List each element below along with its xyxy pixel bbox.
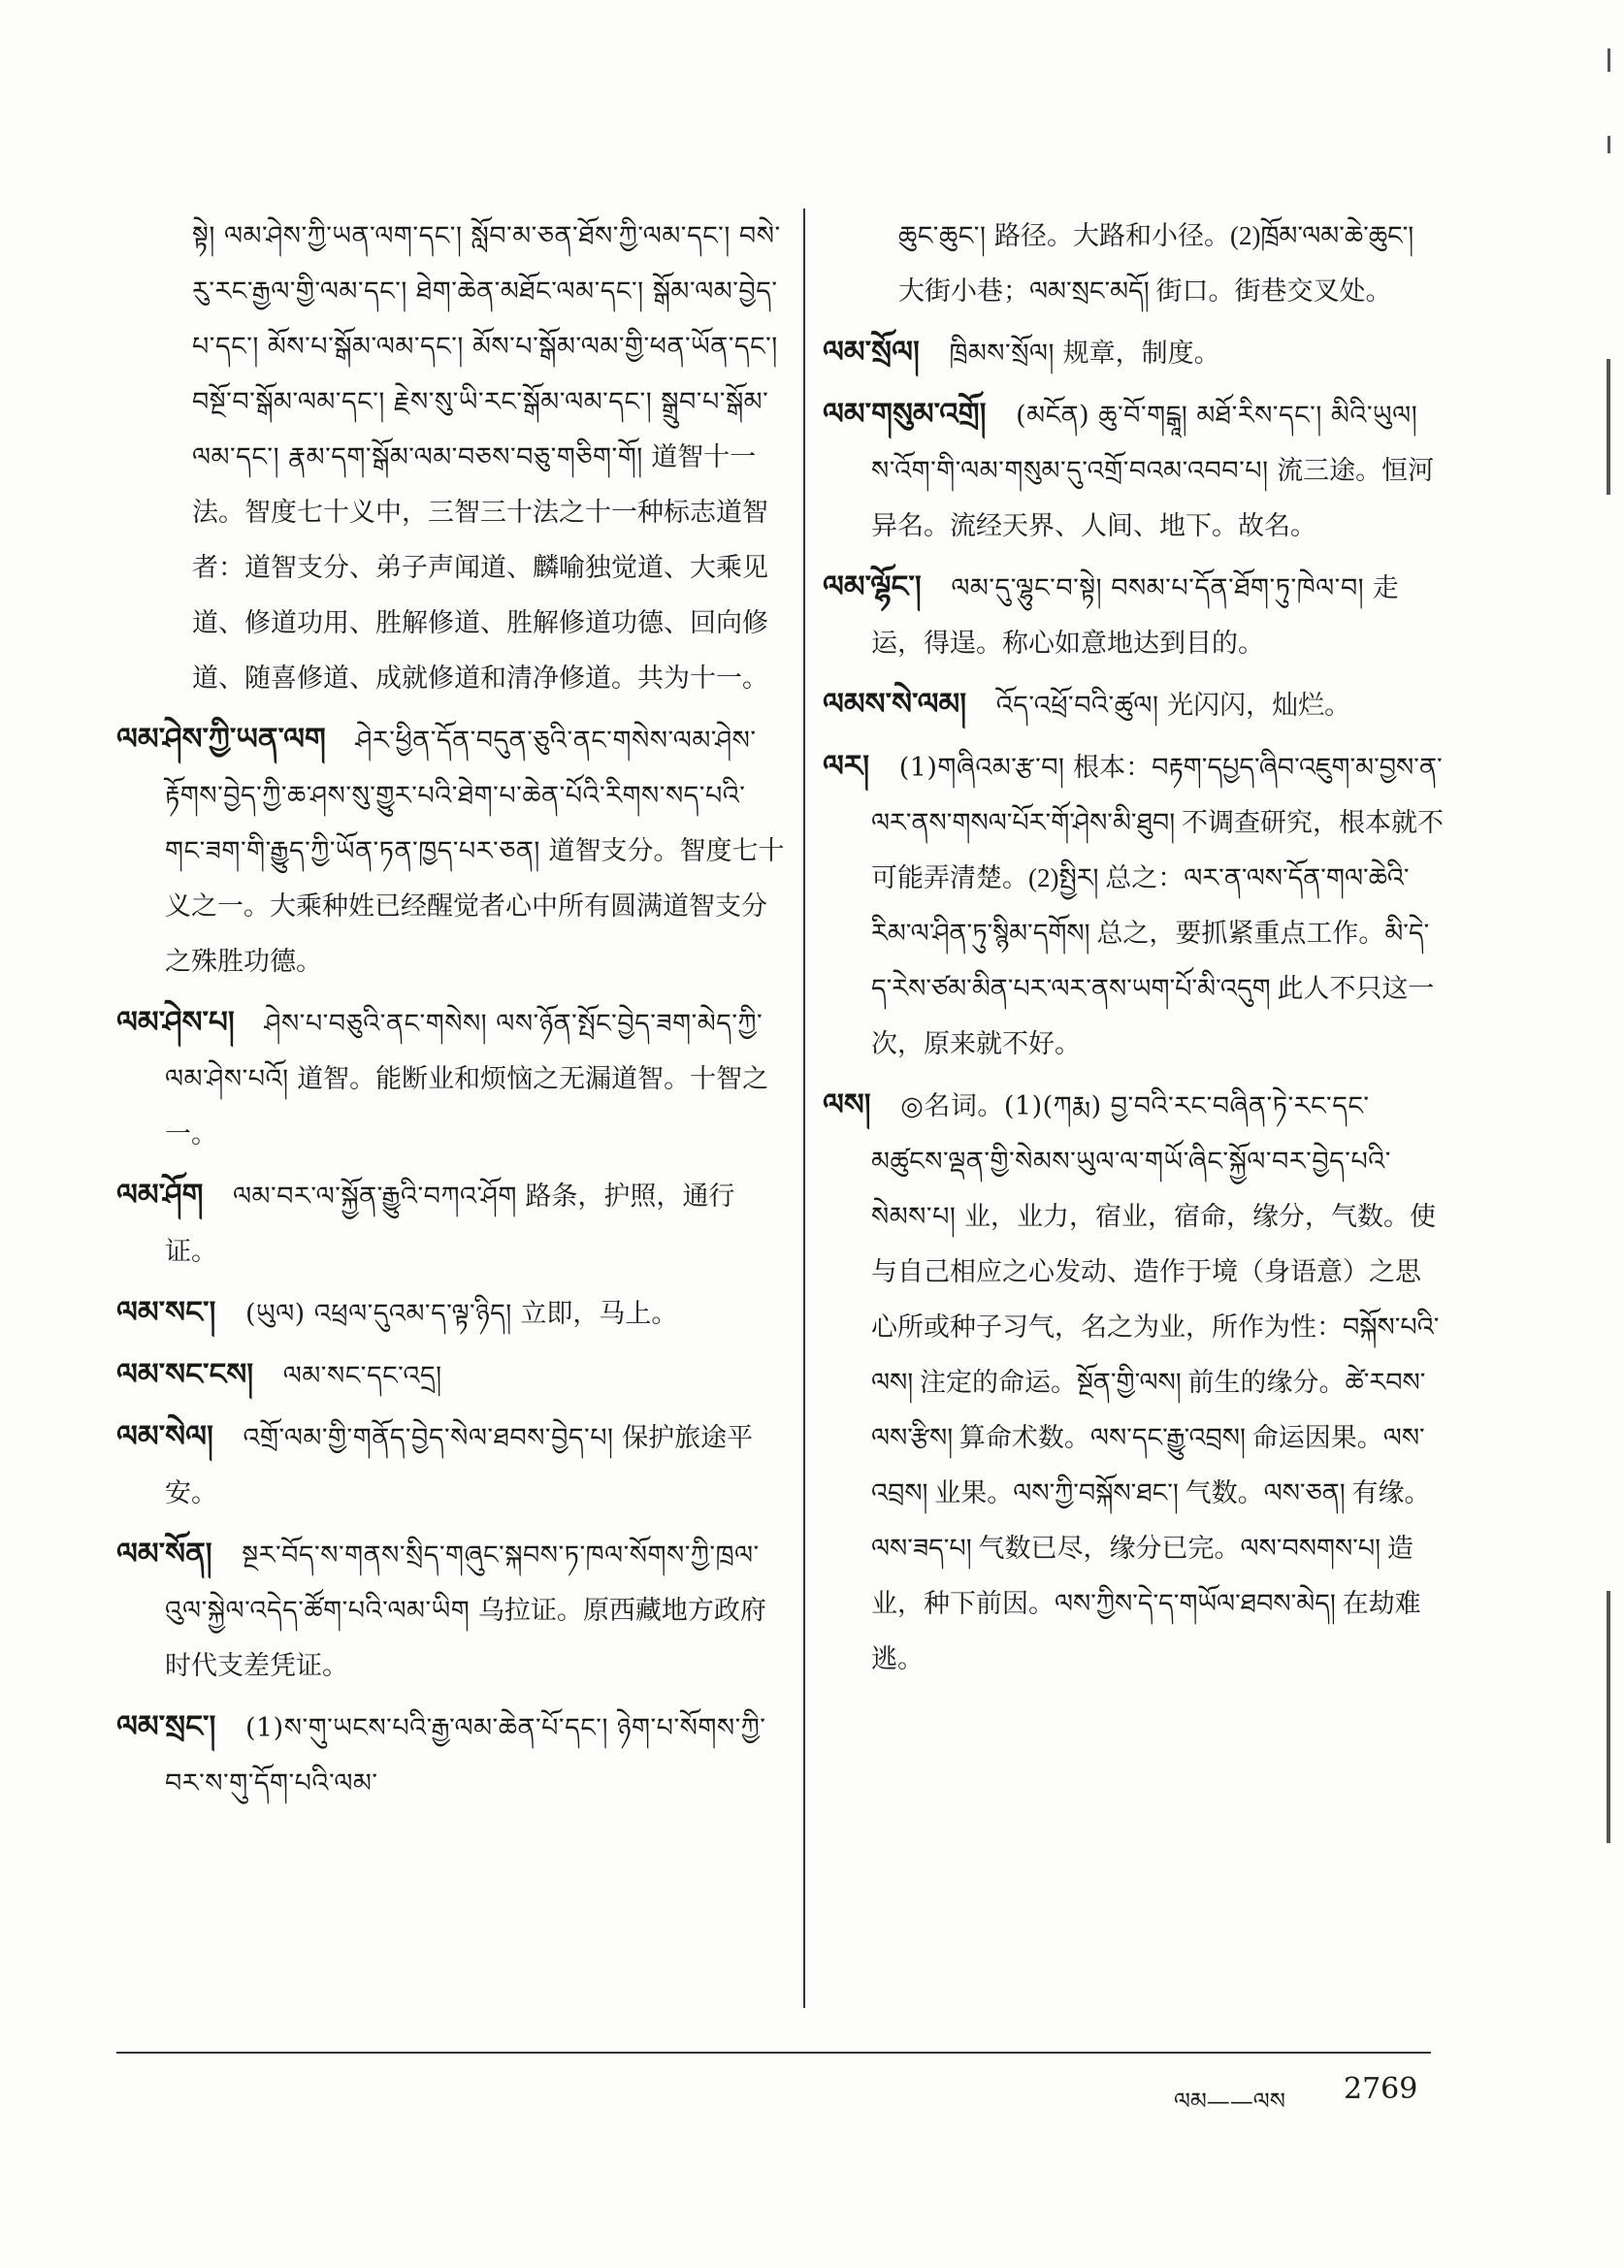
- page-number: 2769: [1344, 2072, 1418, 2106]
- entry-headword: ལས།: [823, 1087, 871, 1122]
- entry-tibetan: ཤེས་པ་བཅུའི་ནང་གསེས། ལས་ཉོན་སྤོང་བྱེད་ཟག་མེད་ཀྱི་ལམ་ཤེས་པའོ།: [165, 1009, 763, 1094]
- entry-tibetan: སྔར་བོད་ས་གནས་སྲིད་གཞུང་སྐབས་ཏ་ཁལ་སོགས་ཀྱི་ཁྲལ་འུལ་སྐྱེལ་འདེད་ཚོག་པའི་ལམ་ཡིག: [165, 1540, 760, 1626]
- dictionary-entry: [823, 1078, 1444, 1687]
- dictionary-entry: [116, 1409, 786, 1521]
- entry-tibetan: སྟེ། ལམ་ཤེས་ཀྱི་ཡན་ལག་དང་། སློབ་མ་ཅན་ཐོས་ཀྱི་ལམ་དང་། བསེ་རུ་རང་རྒྱལ་གྱི་ལམ་དང་། ཐེག་ཆེན་མཐོང་ལམ་དང་། སྒོམ་ལམ་བྱེད་པ་དང་། མོས་པ་སྒོམ་ལམ་དང་། མོས་པ་སྒོམ་ལམ་གྱི་ཕན་ཡོན་དང་། བསྔོ་བ་སྒོམ་ལམ་དང་། རྗེས་སུ་ཡི་རང་སྒོམ་ལམ་དང་། སྒྲུབ་པ་སྒོམ་ལམ་དང་། རྣམ་དག་སྒོམ་ལམ་བཅས་བཅུ་གཅིག་གོ།: [192, 221, 781, 472]
- entry-tibetan: འགྲོ་ལམ་གྱི་གནོད་བྱེད་སེལ་ཐབས་བྱེད་པ།: [243, 1423, 614, 1453]
- entry-tibetan: ཤེར་ཕྱིན་དོན་བདུན་ཅུའི་ནང་གསེས་ལམ་ཤེས་རྟོགས་བྱེད་ཀྱི་ཆ་ཤས་སུ་གྱུར་པའི་ཐེག་པ་ཆེན་པོའི་རིགས་སད་པའི་གང་ཟག་གི་རྒྱུད་ཀྱི་ཡོན་ཏན་ཁྱད་པར་ཅན།: [165, 726, 757, 866]
- entry-headword: ལམ་སང་ངས།: [116, 1357, 254, 1392]
- entry-tibetan: ལམ་བར་ལ་སྐྱོན་རྒྱུའི་བཀའ་ཤོག: [233, 1182, 517, 1212]
- entry-headword: ལམ་སྲོལ།: [823, 335, 920, 370]
- left-column: [116, 209, 786, 1817]
- dictionary-entry: [823, 387, 1444, 554]
- dictionary-entry: [823, 739, 1444, 1072]
- dictionary-entry: [116, 1527, 786, 1694]
- entry-headword: ལམ་ལྷོང་།: [823, 569, 922, 604]
- entry-headword: ལམ་སོན།: [116, 1537, 212, 1571]
- dictionary-entry: [823, 560, 1444, 671]
- entry-chinese: 流三途。恒河异名。流经天界、人间、地下。故名。: [871, 456, 1435, 540]
- entry-tibetan: (1)ས་གུ་ཡངས་པའི་རྒྱ་ལམ་ཆེན་པོ་དང་། ཉེག་པ་སོགས་ཀྱི་བར་ས་གུ་དོག་པའི་ལམ་: [165, 1713, 766, 1798]
- entry-chinese: 业，业力，宿业，宿命，缘分，气数。使与自己相应之心发动、造作于境（身语意）之思心所或种子习气，名之为业，所作为性：བསྐོས་པའི་ལས། 注定的命运。སྔོན་གྱི་ལས། 前生的缘分。ཚེ་རབས་ལས་རྩིས། 算命术数。ལས་དང་རྒྱུ་འབྲས། 命运因果。ལས་འབྲས། 业果。ལས་ཀྱི་བསྐོས་ཐང་། 气数。ལས་ཅན། 有缘。ལས་ཟད་པ། 气数已尽，缘分已完。ལས་བསགས་པ། 造业，种下前因。ལས་ཀྱིས་དེ་ད་གཡོལ་ཐབས་མེད། 在劫难逃。: [871, 1202, 1440, 1673]
- entry-tibetan: (ཡུལ) འཕྲལ་དུའམ་ད་ལྟ་ཉིད།: [244, 1299, 512, 1329]
- entry-tibetan: ལམ་དུ་ལྷུང་བ་སྟེ། བསམ་པ་དོན་ཐོག་ཏུ་ཁེལ་བ།: [951, 573, 1365, 603]
- entry-chinese: 走运，得逞。称心如意地达到目的。: [871, 573, 1399, 658]
- right-column: [823, 209, 1444, 1693]
- entry-chinese: 道智十一法。智度七十义中，三智三十法之十一种标志道智者：道智支分、弟子声闻道、麟喻独觉道、大乘见道、修道功用、胜解修道、胜解修道功德、回向修道、随喜修道、成就修道和清净修道。共为十一。: [192, 442, 768, 693]
- entry-chinese: 道智支分。智度七十义之一。大乘种姓已经醒觉者心中所有圆满道智支分之殊胜功德。: [165, 836, 785, 976]
- dictionary-entry: [116, 209, 786, 706]
- dictionary-entry: [823, 209, 1444, 319]
- entry-tibetan: (1)གཞིའམ་རྩ་བ།: [898, 753, 1065, 783]
- entry-tibetan: ཆུང་ཆུང་།: [898, 221, 987, 251]
- entry-tibetan: འོད་འཕྲོ་བའི་ཚུལ།: [995, 691, 1159, 721]
- dictionary-entry: [116, 712, 786, 989]
- entry-tibetan: (མངོན) ཆུ་བོ་གངྒཱ། མཐོ་རིས་དང་། མིའི་ཡུལ། ས་འོག་གི་ལམ་གསུམ་དུ་འགྲོ་བའམ་འབབ་པ།: [871, 401, 1418, 486]
- entry-chinese: 路径。大路和小径。(2)ཁྲོམ་ལམ་ཆེ་ཆུང་། 大街小巷；ལམ་སྲང་མདོ། 街口。街巷交叉处。: [898, 221, 1414, 306]
- dictionary-entry: [116, 1347, 786, 1404]
- entry-headword: ལམ་སེལ།: [116, 1419, 213, 1454]
- dictionary-entry: [116, 1285, 786, 1342]
- entry-chinese: 路条，护照，通行证。: [165, 1182, 735, 1266]
- entry-headword: ལམ་ཤོག: [116, 1178, 204, 1213]
- entry-headword: ལམ་ཤེས་པ།: [116, 1005, 235, 1040]
- margin-mark: [1607, 359, 1610, 495]
- dictionary-entry: [116, 1168, 786, 1280]
- entry-headword: ལམ་གསུམ་འགྲོ།: [823, 397, 987, 432]
- dictionary-entry: [823, 325, 1444, 381]
- entry-tibetan: ཁྲིམས་སྲོལ།: [949, 339, 1055, 369]
- margin-mark: [1608, 49, 1610, 72]
- entry-headword: ལམ་ཤེས་ཀྱི་ཡན་ལག: [116, 722, 326, 757]
- dictionary-entry: [823, 677, 1444, 733]
- entry-chinese: 道智。能断业和烦恼之无漏道智。十智之一。: [165, 1064, 769, 1149]
- entry-chinese: 规章，制度。: [1062, 339, 1220, 368]
- entry-tibetan: ལམ་སང་དང་འདྲ།: [282, 1361, 442, 1391]
- dictionary-entry: [116, 995, 786, 1162]
- entry-headword: ལར།: [823, 749, 870, 784]
- dictionary-entry: [116, 1700, 786, 1811]
- entry-chinese: 保护旅途平安。: [165, 1423, 754, 1507]
- entry-tibetan: ◎名词。(1)(ཀརྨ) བྱ་བའི་རང་བཞིན་ཏེ་རང་དང་མཚུངས་ལྡན་གྱི་སེམས་ཡུལ་ལ་གཡོ་ཞིང་སྐྱོལ་བར་བྱེད་པའི་སེམས་པ།: [871, 1091, 1391, 1232]
- margin-mark: [1607, 1591, 1610, 1843]
- margin-mark: [1608, 136, 1610, 153]
- entry-chinese: 乌拉证。原西藏地方政府时代支差凭证。: [165, 1596, 766, 1680]
- entry-headword: ལམ་སྲང་།: [116, 1709, 216, 1744]
- entry-chinese: 立即，马上。: [520, 1299, 678, 1328]
- running-head: ལམ——ལས: [1174, 2088, 1285, 2115]
- column-divider: [803, 209, 805, 2008]
- entry-chinese: 光闪闪，灿烂。: [1167, 691, 1351, 720]
- entry-chinese: 根本：བརྟག་དཔྱད་ཞིབ་འཇུག་མ་བྱས་ན་ལར་ནས་གསལ་པོར་གོ་ཤེས་མི་ཐུབ། 不调查研究，根本就不可能弄清楚。(2)སྤྱིར། 总之：ལར་ན་ལས་དོན་གལ་ཆེའི་རིམ་ལ་ཤིན་ཏུ་སྙིམ་དགོས། 总之，要抓紧重点工作。མི་དེ་ད་རེས་ཙམ་མིན་པར་ལར་ནས་ཡག་པོ་མི་འདུག 此人不只这一次，原来就不好。: [871, 753, 1444, 1058]
- entry-headword: ལམས་སེ་ལམ།: [823, 687, 967, 722]
- entry-headword: ལམ་སང་།: [116, 1295, 216, 1330]
- footer-rule: [116, 2052, 1431, 2054]
